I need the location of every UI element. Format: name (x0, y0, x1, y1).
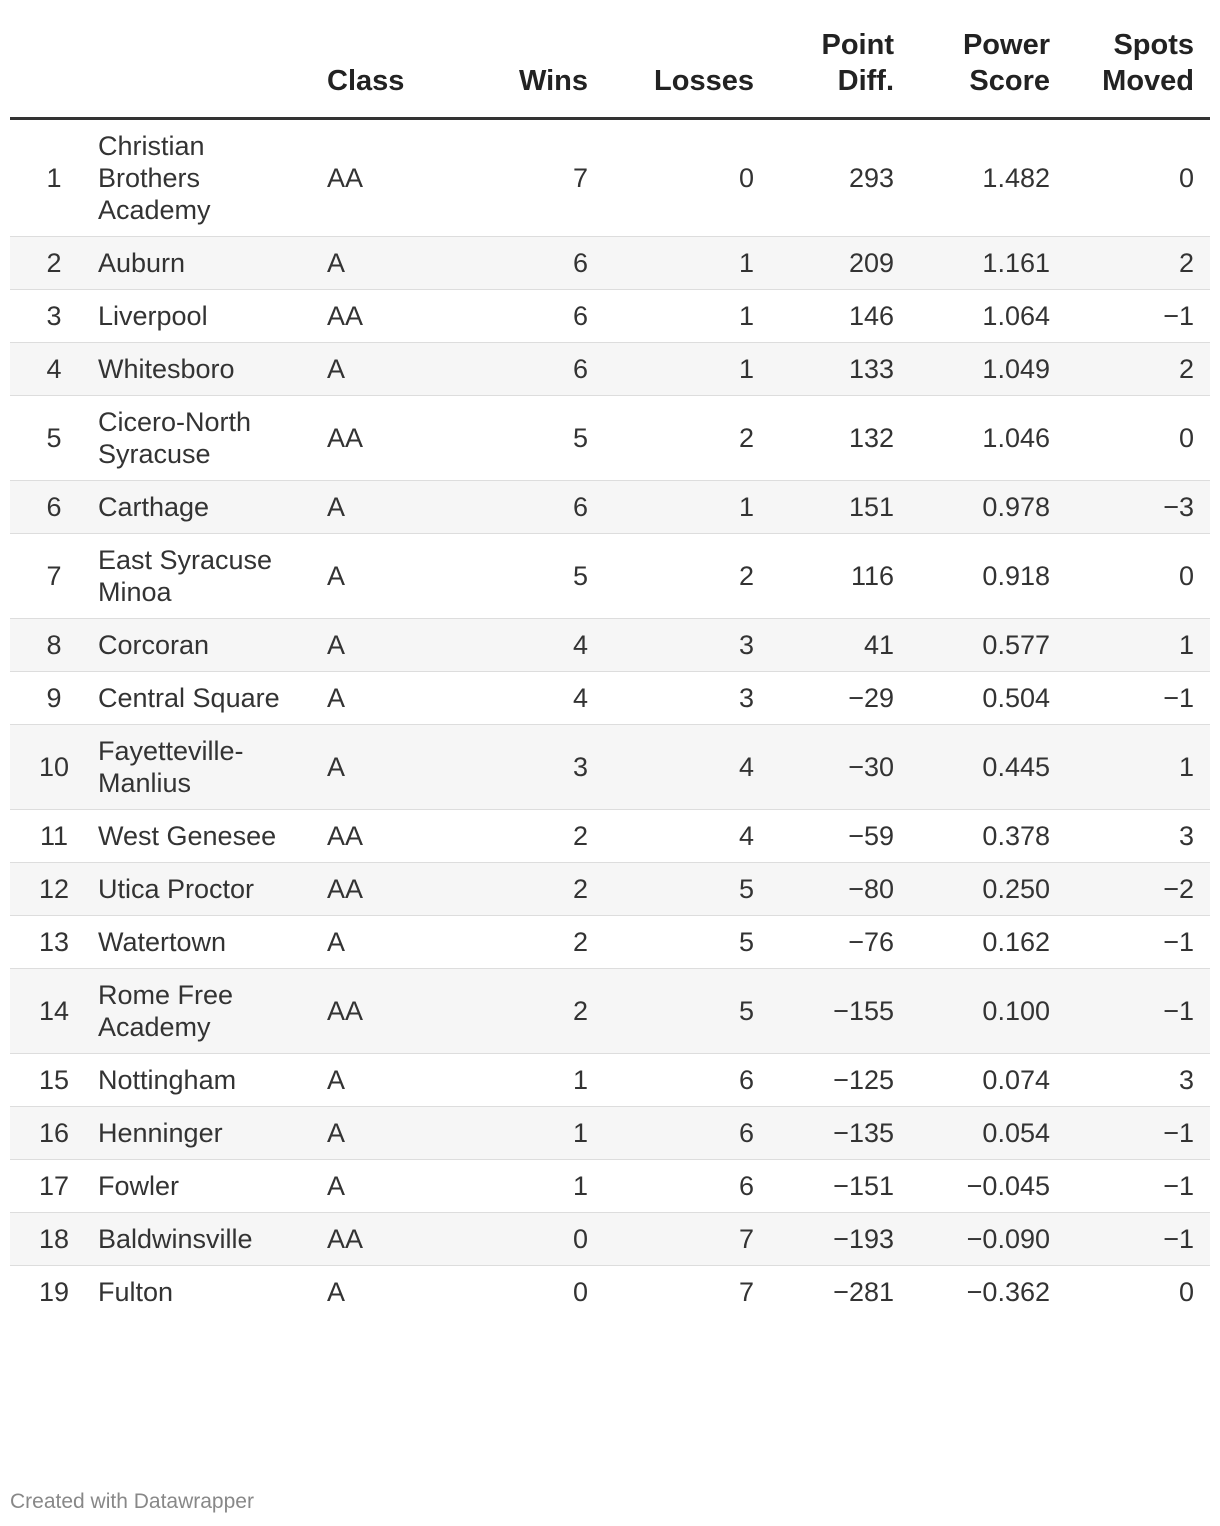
header-spots-moved-line2: Moved (1102, 64, 1194, 97)
spots-moved-cell: −1 (1066, 915, 1210, 968)
spots-moved-cell: −1 (1066, 1212, 1210, 1265)
power-score-cell: 0.978 (910, 480, 1066, 533)
header-point-diff-line2: Diff. (837, 64, 894, 97)
team-name-cell: Fayetteville-Manlius (98, 724, 327, 809)
table-row (10, 809, 1210, 862)
spots-moved-cell: −1 (1066, 671, 1210, 724)
wins-cell: 4 (457, 618, 604, 671)
rank-cell: 6 (10, 480, 98, 533)
spots-moved-cell: −3 (1066, 480, 1210, 533)
power-score-cell: 0.918 (910, 533, 1066, 618)
rank-cell: 8 (10, 618, 98, 671)
table-row (10, 1212, 1210, 1265)
spots-moved-cell: 0 (1066, 118, 1210, 236)
losses-cell: 1 (604, 236, 770, 289)
class-cell: AA (327, 862, 457, 915)
wins-cell: 0 (457, 1212, 604, 1265)
point-diff-cell: 146 (770, 289, 910, 342)
table-row (10, 1053, 1210, 1106)
table-row (10, 236, 1210, 289)
losses-cell: 2 (604, 395, 770, 480)
rank-cell: 11 (10, 809, 98, 862)
losses-cell: 2 (604, 533, 770, 618)
table-row (10, 1159, 1210, 1212)
table-body (10, 118, 1210, 1318)
power-score-cell: 0.074 (910, 1053, 1066, 1106)
team-name-cell: Carthage (98, 480, 327, 533)
team-name-cell: East Syracuse Minoa (98, 533, 327, 618)
header-losses[interactable]: Losses (604, 0, 770, 118)
point-diff-cell: 132 (770, 395, 910, 480)
spots-moved-cell: −2 (1066, 862, 1210, 915)
table-row (10, 118, 1210, 236)
wins-cell: 1 (457, 1106, 604, 1159)
spots-moved-cell: −1 (1066, 968, 1210, 1053)
point-diff-cell: 209 (770, 236, 910, 289)
team-name-cell: Henninger (98, 1106, 327, 1159)
rank-cell: 2 (10, 236, 98, 289)
wins-cell: 5 (457, 533, 604, 618)
losses-cell: 1 (604, 480, 770, 533)
power-score-cell: 0.054 (910, 1106, 1066, 1159)
team-name-cell: Watertown (98, 915, 327, 968)
power-score-cell: 1.046 (910, 395, 1066, 480)
table-row (10, 1106, 1210, 1159)
class-cell: AA (327, 289, 457, 342)
power-score-cell: −0.090 (910, 1212, 1066, 1265)
wins-cell: 5 (457, 395, 604, 480)
point-diff-cell: −281 (833, 1276, 894, 1307)
rank-cell: 9 (10, 671, 98, 724)
spots-moved-cell: 0 (1066, 395, 1210, 480)
rank-cell: 4 (10, 342, 98, 395)
team-name-cell: Auburn (98, 236, 327, 289)
spots-moved-cell: 0 (1066, 533, 1210, 618)
class-cell: A (327, 1053, 457, 1106)
point-diff-cell: −151 (770, 1159, 910, 1212)
spots-moved-cell: −1 (1066, 1159, 1210, 1212)
team-name-cell: Liverpool (98, 289, 327, 342)
point-diff-cell: −135 (770, 1106, 910, 1159)
losses-cell: 6 (604, 1053, 770, 1106)
losses-cell: 3 (604, 618, 770, 671)
table-row (10, 395, 1210, 480)
rank-cell: 12 (10, 862, 98, 915)
rank-cell: 19 (38, 1276, 70, 1307)
point-diff-cell: −29 (770, 671, 910, 724)
class-cell: A (327, 915, 457, 968)
spots-moved-cell: 1 (1066, 724, 1210, 809)
point-diff-cell: −80 (770, 862, 910, 915)
wins-cell: 0 (572, 1276, 588, 1307)
table-row (10, 671, 1210, 724)
power-score-cell: 0.250 (910, 862, 1066, 915)
team-name-cell: Cicero-North Syracuse (98, 395, 327, 480)
spots-moved-cell: −1 (1066, 289, 1210, 342)
spots-moved-cell: 3 (1066, 809, 1210, 862)
header-power-score-line1: Power (962, 28, 1050, 61)
header-power-score-line2: Score (969, 64, 1050, 97)
losses-cell: 1 (604, 342, 770, 395)
wins-cell: 1 (457, 1053, 604, 1106)
point-diff-cell: 151 (770, 480, 910, 533)
rank-cell: 13 (10, 915, 98, 968)
losses-cell: 5 (604, 915, 770, 968)
power-score-cell: 1.482 (910, 118, 1066, 236)
team-name-cell: Utica Proctor (98, 862, 327, 915)
point-diff-cell: 293 (770, 118, 910, 236)
class-cell: AA (327, 968, 457, 1053)
class-cell: A (327, 1276, 346, 1307)
rank-cell: 5 (10, 395, 98, 480)
class-cell: A (327, 1159, 457, 1212)
losses-cell: 6 (604, 1159, 770, 1212)
table-row (10, 342, 1210, 395)
wins-cell: 6 (457, 289, 604, 342)
rankings-table (10, 0, 1210, 1318)
spots-moved-cell: 2 (1066, 236, 1210, 289)
wins-cell: 2 (457, 862, 604, 915)
class-cell: A (327, 533, 457, 618)
rank-cell: 7 (10, 533, 98, 618)
class-cell: AA (327, 1212, 457, 1265)
rank-cell: 15 (10, 1053, 98, 1106)
losses-cell: 5 (604, 862, 770, 915)
header-row (10, 0, 1210, 118)
wins-cell: 6 (457, 480, 604, 533)
losses-cell: 4 (604, 809, 770, 862)
point-diff-cell: −155 (770, 968, 910, 1053)
class-cell: AA (327, 809, 457, 862)
point-diff-cell: −76 (770, 915, 910, 968)
class-cell: AA (327, 118, 457, 236)
class-cell: A (327, 671, 457, 724)
point-diff-cell: −30 (770, 724, 910, 809)
header-power-score[interactable] (910, 0, 1066, 118)
power-rankings-table (10, 0, 1210, 1318)
team-name-cell: Fowler (98, 1159, 327, 1212)
losses-cell: 4 (604, 724, 770, 809)
losses-cell: 0 (604, 118, 770, 236)
wins-cell: 1 (457, 1159, 604, 1212)
losses-cell: 5 (604, 968, 770, 1053)
datawrapper-credit: Created with Datawrapper (10, 1490, 254, 1513)
spots-moved-cell: 1 (1066, 618, 1210, 671)
power-score-cell: −0.362 (966, 1276, 1050, 1307)
point-diff-cell: 116 (770, 533, 910, 618)
losses-cell: 7 (604, 1212, 770, 1265)
wins-cell: 6 (457, 342, 604, 395)
point-diff-cell: −59 (770, 809, 910, 862)
header-point-diff-line1: Point (821, 28, 894, 61)
header-spots-moved[interactable] (1066, 0, 1210, 118)
rank-cell: 1 (10, 118, 98, 236)
power-score-cell: 0.378 (910, 809, 1066, 862)
team-name-cell: Baldwinsville (98, 1212, 327, 1265)
wins-cell: 3 (457, 724, 604, 809)
header-team (98, 0, 327, 118)
spots-moved-cell: 0 (1178, 1276, 1194, 1307)
power-score-cell: 0.504 (910, 671, 1066, 724)
class-cell: A (327, 618, 457, 671)
header-spots-moved-line1: Spots (1113, 28, 1194, 61)
team-name-cell: Whitesboro (98, 342, 327, 395)
team-name-cell: Nottingham (98, 1053, 327, 1106)
power-score-cell: 0.577 (910, 618, 1066, 671)
class-cell: A (327, 1106, 457, 1159)
rank-cell: 14 (10, 968, 98, 1053)
wins-cell: 7 (457, 118, 604, 236)
power-score-cell: 1.049 (910, 342, 1066, 395)
wins-cell: 2 (457, 809, 604, 862)
point-diff-cell: 133 (770, 342, 910, 395)
losses-cell: 7 (738, 1276, 754, 1307)
header-wins[interactable]: Wins (457, 0, 604, 118)
rank-cell: 17 (10, 1159, 98, 1212)
losses-cell: 1 (604, 289, 770, 342)
losses-cell: 3 (604, 671, 770, 724)
rank-cell: 10 (10, 724, 98, 809)
spots-moved-cell: 3 (1066, 1053, 1210, 1106)
team-name-cell: Central Square (98, 671, 327, 724)
header-point-diff[interactable] (770, 0, 910, 118)
spots-moved-cell: 2 (1066, 342, 1210, 395)
team-name-cell: West Genesee (98, 809, 327, 862)
spots-moved-cell: −1 (1066, 1106, 1210, 1159)
header-rank (10, 0, 98, 118)
class-cell: A (327, 480, 457, 533)
table-row (10, 724, 1210, 809)
team-name-cell: Corcoran (98, 618, 327, 671)
losses-cell: 6 (604, 1106, 770, 1159)
wins-cell: 2 (457, 968, 604, 1053)
table-row (10, 289, 1210, 342)
rank-cell: 16 (10, 1106, 98, 1159)
class-cell: AA (327, 395, 457, 480)
table-row (10, 968, 1210, 1053)
power-score-cell: 0.162 (910, 915, 1066, 968)
wins-cell: 2 (457, 915, 604, 968)
team-name-cell: Christian Brothers Academy (98, 118, 327, 236)
wins-cell: 6 (457, 236, 604, 289)
power-score-cell: 0.100 (910, 968, 1066, 1053)
table-row (10, 618, 1210, 671)
power-score-cell: 0.445 (910, 724, 1066, 809)
table-row (10, 1265, 1210, 1318)
power-score-cell: 1.064 (910, 289, 1066, 342)
power-score-cell: −0.045 (910, 1159, 1066, 1212)
team-name-cell: Rome Free Academy (98, 968, 327, 1053)
header-class[interactable]: Class (327, 0, 457, 118)
point-diff-cell: −125 (770, 1053, 910, 1106)
table-row (10, 915, 1210, 968)
team-name-cell: Fulton (98, 1276, 174, 1307)
class-cell: A (327, 342, 457, 395)
power-score-cell: 1.161 (910, 236, 1066, 289)
class-cell: A (327, 236, 457, 289)
rank-cell: 18 (10, 1212, 98, 1265)
wins-cell: 4 (457, 671, 604, 724)
class-cell: A (327, 724, 457, 809)
rank-cell: 3 (10, 289, 98, 342)
table-row (10, 480, 1210, 533)
table-row (10, 533, 1210, 618)
table-row (10, 862, 1210, 915)
point-diff-cell: 41 (770, 618, 910, 671)
point-diff-cell: −193 (770, 1212, 910, 1265)
